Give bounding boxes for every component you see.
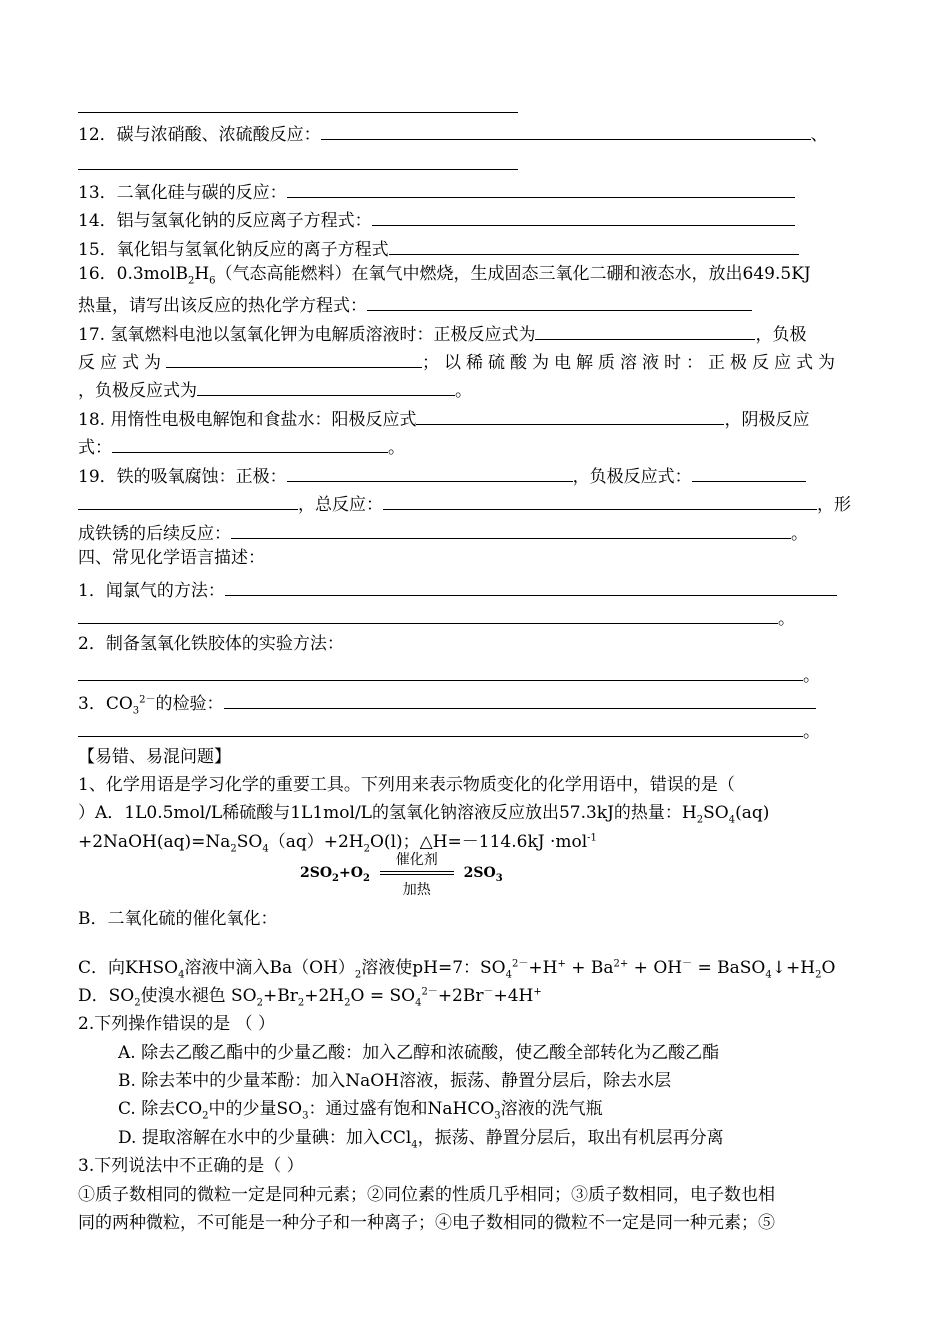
problem-1-option-b: B．二氧化硫的催化氧化：: [78, 909, 278, 929]
superscript: -1: [587, 832, 597, 844]
subscript: 3: [302, 1110, 309, 1122]
problem-2-stem: 2.下列操作错误的是 （ ）: [78, 1014, 276, 1034]
q17-text: 17. 氢氧燃料电池以氢氧化钾为电解质溶液时：正极反应式为: [78, 325, 536, 345]
problem-3-line2: 同的两种微粒，不可能是一种分子和一种离子；④电子数相同的微粒不一定是同一种元素；⑤: [78, 1213, 775, 1233]
q18-blank-2[interactable]: [112, 436, 388, 453]
problem-1-option-c: [78, 958, 836, 981]
p1-text: O(l)；△H=－114.6kJ ·mol: [370, 832, 588, 852]
problem-1-line3: [78, 832, 597, 855]
subscript: 3: [132, 705, 140, 717]
problem-1-line1: 1、化学用语是学习化学的重要工具。下列用来表示物质变化的化学用语中，错误的是（: [78, 775, 735, 795]
q19-text: 。: [791, 524, 808, 544]
describe-1-line2: [78, 607, 795, 628]
d2-blank[interactable]: [78, 664, 803, 681]
errors-heading: 【易错、易混问题】: [78, 747, 231, 767]
p1-text: ↓+H: [771, 958, 816, 978]
q16-text: 16．0.3molB: [78, 264, 188, 284]
subscript: 2: [332, 872, 340, 884]
subscript: 2: [187, 275, 195, 287]
q18-text: ，阴极反应: [724, 410, 810, 430]
q14-blank[interactable]: [372, 209, 795, 226]
heat-label: 加热: [402, 882, 431, 898]
p1-text: SO: [703, 803, 729, 823]
subscript: 4: [415, 997, 422, 1009]
eq-text: 2SO: [463, 865, 496, 881]
p2-text: C. 除去CO: [118, 1099, 203, 1119]
subscript: 2: [344, 997, 351, 1009]
q19-text: 成铁锈的后续反应：: [78, 524, 231, 544]
q19-text: 19．铁的吸氧腐蚀：正极：: [78, 467, 287, 487]
q13-blank[interactable]: [287, 181, 795, 198]
p1-text: +2H: [304, 986, 345, 1006]
superscript: 2+: [613, 958, 629, 970]
arrow-line: [380, 871, 454, 872]
p1-text: O = SO: [350, 986, 416, 1006]
q15-label: 15．氧化铝与氢氧化钠反应的离子方程式: [78, 240, 389, 260]
question-19-line1: [78, 465, 806, 486]
q12-tail: 、: [810, 125, 828, 145]
subscript: 2: [134, 997, 141, 1009]
question-15: [78, 238, 799, 259]
p1-text: SO: [236, 832, 263, 852]
problem-1-option-d: [78, 986, 542, 1009]
q17-blank-1[interactable]: [535, 323, 755, 340]
catalyst-label: 催化剂: [395, 852, 438, 868]
section-4-title: 四、常见化学语言描述：: [78, 548, 265, 568]
question-16-line2: [78, 294, 752, 315]
eq-text: +O: [339, 865, 363, 881]
d3-text: 3．CO: [78, 694, 133, 714]
q16-text: 热量，请写出该反应的热化学方程式：: [78, 296, 367, 316]
arrow-line: [380, 874, 454, 875]
subscript: 2: [363, 843, 370, 855]
describe-3-line2: [78, 720, 820, 741]
d3-blank-2[interactable]: [78, 720, 803, 737]
subscript: 2: [230, 843, 237, 855]
question-17-line2: [78, 351, 840, 372]
q12-label: 12．碳与浓硝酸、浓硫酸反应：: [78, 125, 321, 145]
answer-blank[interactable]: [78, 112, 518, 113]
reversible-arrow-icon: [378, 852, 456, 898]
q17-text: 反应式为: [78, 353, 166, 373]
question-18-line2: [78, 436, 405, 457]
subscript: 6: [209, 275, 216, 287]
subscript: 2: [354, 969, 362, 981]
d3-text: 的检验：: [155, 694, 224, 714]
subscript: 4: [411, 1139, 418, 1151]
p1-text: 溶液使pH=7：SO: [361, 958, 506, 978]
d1-label: 1．闻氯气的方法：: [78, 581, 225, 601]
p2-text: ：通过盛有饱和NaHCO: [308, 1099, 495, 1119]
p2-text: D. 提取溶解在水中的少量碘：加入CCl: [118, 1128, 412, 1148]
p1-text: +Br: [262, 986, 298, 1006]
q14-label: 14．铝与氢氧化钠的反应离子方程式：: [78, 211, 372, 231]
d2-tail: 。: [803, 666, 820, 686]
subscript: 3: [494, 1110, 501, 1122]
describe-2-line2: [78, 664, 820, 685]
p1-text: (aq): [735, 803, 770, 823]
p1-text: = BaSO: [692, 958, 766, 978]
superscript: 2－: [512, 958, 529, 970]
q18-text: 18. 用惰性电极电解饱和食盐水：阳极反应式: [78, 410, 417, 430]
p1-text: D．SO: [78, 986, 135, 1006]
p1-text: （aq）+2H: [268, 832, 364, 852]
question-12: [78, 123, 828, 144]
question-17-line3: [78, 379, 472, 400]
eq-text: 2SO: [300, 865, 333, 881]
q19-text: ，形: [817, 495, 851, 515]
d3-tail: 。: [803, 722, 820, 742]
q19-blank-4[interactable]: [383, 493, 817, 510]
q17-text: 。: [455, 381, 472, 401]
superscript: －: [682, 958, 693, 970]
subscript: 2: [297, 997, 305, 1009]
q18-text: 式：: [78, 438, 112, 458]
problem-1-line2: [78, 803, 770, 826]
p1-text: +H: [528, 958, 558, 978]
problem-3-line1: ①质子数相同的微粒一定是同种元素；②同位素的性质几乎相同；③质子数相同，电子数也相: [78, 1185, 775, 1205]
question-14: [78, 209, 795, 230]
subscript: 4: [178, 969, 185, 981]
describe-2: 2．制备氢氧化铁胶体的实验方法：: [78, 634, 344, 654]
q19-blank-1[interactable]: [287, 465, 573, 482]
p1-text: ）A．1L0.5mol/L稀硫酸与1L1mol/L的氢氧化钠溶液反应放出57.3kJ的热量：H: [78, 803, 697, 823]
p2-text: 溶液的洗气瓶: [500, 1099, 603, 1119]
p1-text: +4H: [493, 986, 534, 1006]
question-19-line2: [78, 493, 851, 514]
describe-1: [78, 579, 837, 600]
p1-text: 溶液中滴入Ba（OH）: [184, 958, 355, 978]
problem-2-option-a: A. 除去乙酸乙酯中的少量乙酸：加入乙醇和浓硫酸，使乙酸全部转化为乙酸乙酯: [118, 1043, 720, 1063]
subscript: 2: [362, 872, 370, 884]
subscript: 3: [495, 872, 503, 884]
q19-blank-2[interactable]: [692, 465, 806, 482]
q17-text: ，负极: [755, 325, 807, 345]
problem-3-stem: 3.下列说法中不正确的是（ ）: [78, 1156, 304, 1176]
p2-text: 中的少量SO: [208, 1099, 303, 1119]
p1-text: + Ba: [565, 958, 614, 978]
q19-blank-5[interactable]: [231, 522, 791, 539]
q19-text: ，总反应：: [298, 495, 383, 515]
question-13: [78, 181, 795, 202]
p1-text: 使溴水褪色 SO: [140, 986, 257, 1006]
question-17-line1: [78, 323, 806, 344]
problem-2-option-b: B. 除去苯中的少量苯酚：加入NaOH溶液，振荡、静置分层后，除去水层: [118, 1071, 672, 1091]
p1-text: C．向KHSO: [78, 958, 179, 978]
problem-2-option-c: [118, 1099, 603, 1122]
question-16-line1: [78, 264, 811, 287]
subscript: 2: [696, 814, 704, 826]
p1-text: + OH: [628, 958, 683, 978]
subscript: 4: [765, 969, 772, 981]
q15-blank[interactable]: [389, 238, 799, 255]
superscript: 2－: [421, 986, 438, 998]
d1-tail: 。: [778, 609, 795, 629]
d3-blank-1[interactable]: [224, 692, 816, 709]
d1-blank-2[interactable]: [78, 607, 778, 624]
subscript: 2: [256, 997, 263, 1009]
q17-blank-2[interactable]: [166, 351, 422, 368]
q12-blank[interactable]: [321, 123, 811, 140]
superscript: +: [533, 986, 542, 998]
q19-text: ，负极反应式：: [572, 467, 692, 487]
describe-3: [78, 692, 816, 717]
subscript: 4: [262, 843, 269, 855]
q17-text: ，负极反应式为: [78, 381, 197, 401]
q12-blank-2[interactable]: [78, 169, 518, 170]
p1-text: O: [821, 958, 836, 978]
superscript: 2－: [139, 694, 156, 706]
q16-text: H: [194, 264, 210, 284]
sulfur-dioxide-oxidation-equation: [300, 852, 503, 898]
p2-text: ，振荡、静置分层后，取出有机层再分离: [417, 1128, 724, 1148]
q17-text: ；以稀硫酸为电解质溶液时：正极反应式为: [422, 353, 840, 373]
subscript: 4: [505, 969, 512, 981]
subscript: 2: [202, 1110, 209, 1122]
p1-text: +2Br: [437, 986, 484, 1006]
superscript: －: [483, 986, 494, 998]
question-19-line3: [78, 522, 808, 543]
q19-blank-3[interactable]: [78, 493, 298, 510]
q13-label: 13．二氧化硅与碳的反应：: [78, 183, 287, 203]
q16-blank[interactable]: [367, 294, 752, 311]
d1-blank-1[interactable]: [225, 579, 837, 596]
q16-text: （气态高能燃料）在氧气中燃烧，生成固态三氧化二硼和液态水，放出649.5KJ: [215, 264, 811, 284]
q18-blank-1[interactable]: [416, 408, 724, 425]
subscript: 2: [815, 969, 822, 981]
p1-text: +2NaOH(aq)=Na: [78, 832, 231, 852]
question-18-line1: [78, 408, 809, 429]
problem-2-option-d: [118, 1128, 724, 1151]
superscript: +: [557, 958, 566, 970]
subscript: 4: [728, 814, 736, 826]
q17-blank-3[interactable]: [197, 379, 455, 396]
q18-text: 。: [388, 438, 405, 458]
